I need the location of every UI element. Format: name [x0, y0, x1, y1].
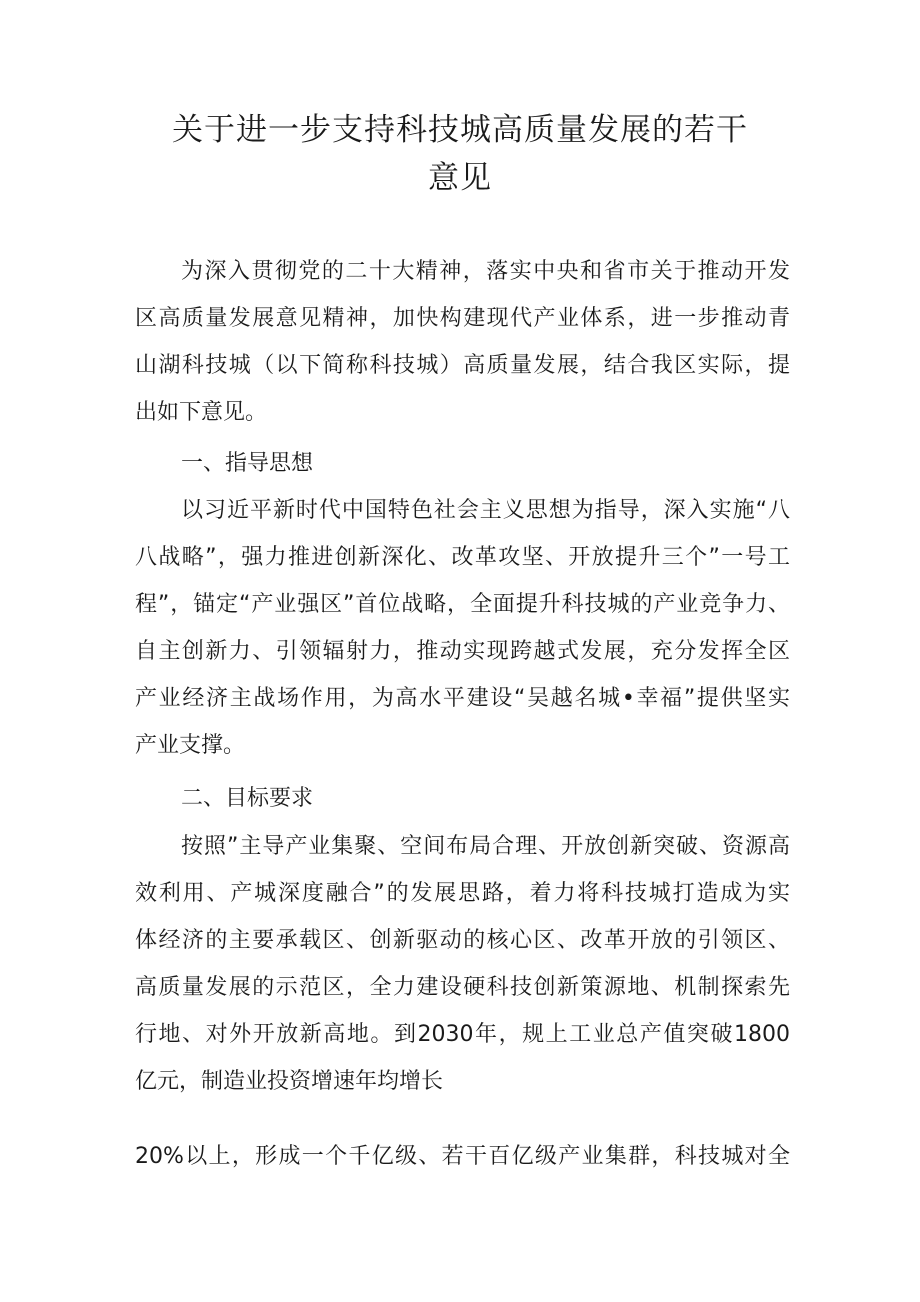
- intro-line-4: 出如下意见。: [135, 400, 268, 425]
- intro-line-1: 为深入贯彻党的二十大精神，落实中央和省市关于推动开发: [181, 259, 790, 284]
- section-1-line-2: 八战略”，强力推进创新深化、改革攻坚、开放提升三个”一号工: [135, 545, 790, 570]
- section-1-line-3: 程”，锚定“产业强区”首位战略，全面提升科技城的产业竞争力、: [135, 592, 790, 617]
- section-2-line-6: 亿元，制造业投资增速年均增长: [135, 1069, 444, 1094]
- section-2-heading: 二、目标要求: [181, 786, 314, 811]
- document-title-line-2: 意见: [428, 160, 492, 196]
- section-2-line-5: 行地、对外开放新高地。到2030年，规上工业总产值突破1800: [135, 1022, 790, 1047]
- section-1-line-5: 产业经济主战场作用，为高水平建设“吴越名城•幸福”提供坚实: [135, 686, 790, 711]
- intro-line-3: 山湖科技城（以下简称科技城）高质量发展，结合我区实际，提: [135, 353, 790, 378]
- section-2-line-1: 按照”主导产业集聚、空间布局合理、开放创新突破、资源高: [181, 834, 790, 859]
- continuation-line: 20%以上，形成一个千亿级、若干百亿级产业集群，科技城对全: [135, 1144, 790, 1169]
- section-1-line-1: 以习近平新时代中国特色社会主义思想为指导，深入实施“八: [181, 498, 790, 523]
- section-2-line-4: 高质量发展的示范区，全力建设硬科技创新策源地、机制探索先: [135, 975, 790, 1000]
- intro-line-2: 区高质量发展意见精神，加快构建现代产业体系，进一步推动青: [135, 306, 790, 331]
- section-1-line-4: 自主创新力、引领辐射力，推动实现跨越式发展，充分发挥全区: [135, 639, 790, 664]
- section-1-line-6: 产业支撑。: [135, 733, 246, 758]
- section-2-line-2: 效利用、产城深度融合”的发展思路，着力将科技城打造成为实: [135, 881, 790, 906]
- document-title-line-1: 关于进一步支持科技城高质量发展的若干: [172, 112, 748, 148]
- section-1-heading: 一、指导思想: [181, 451, 314, 476]
- section-2-line-3: 体经济的主要承载区、创新驱动的核心区、改革开放的引领区、: [135, 928, 790, 953]
